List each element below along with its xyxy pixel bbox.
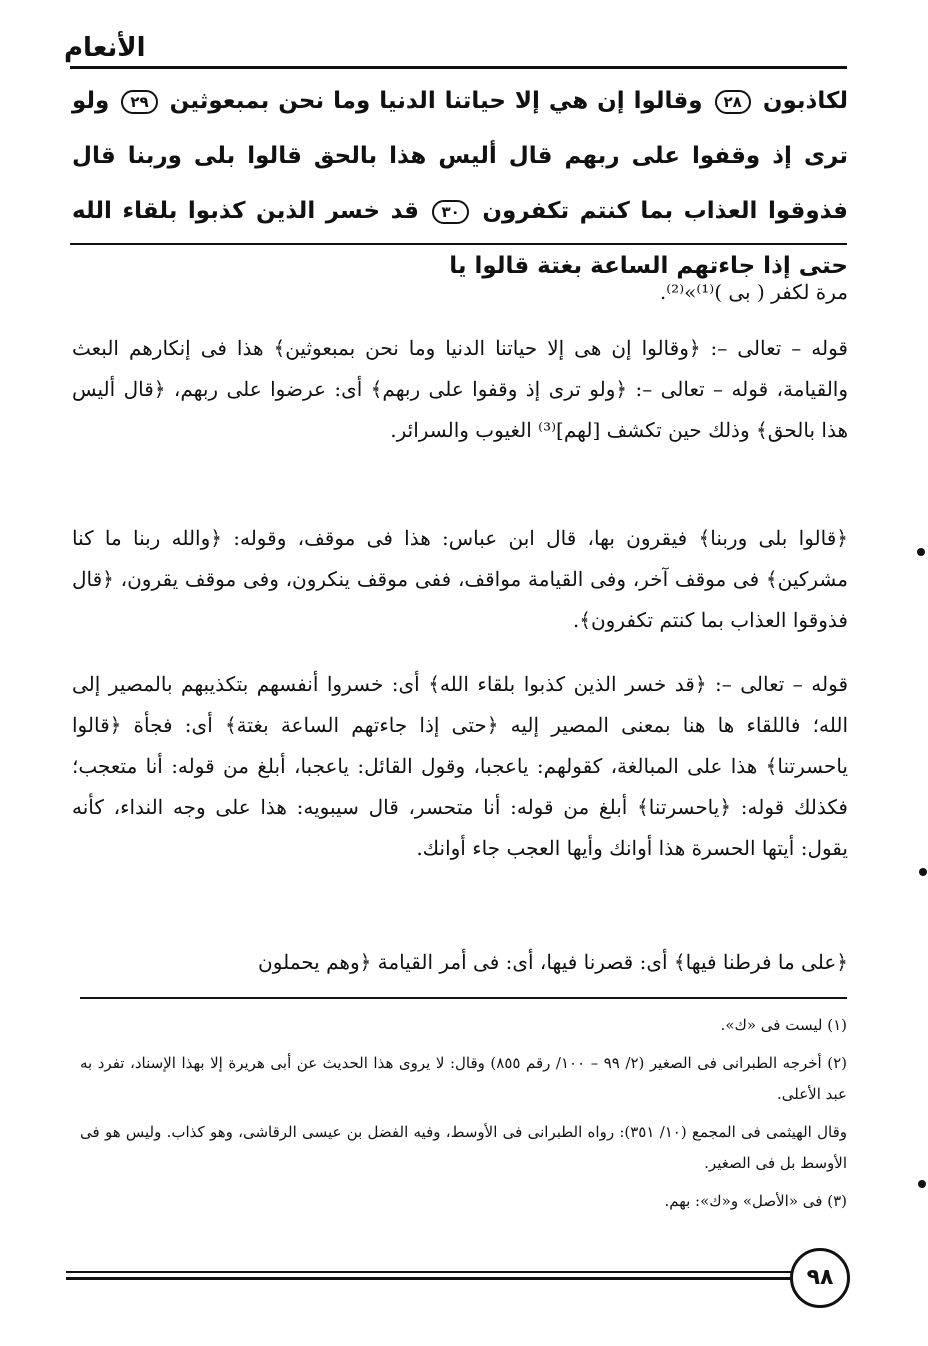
commentary-paragraph: قوله – تعالى –: ﴿قد خسر الذين كذبوا بلقاء الله﴾ أى: خسروا أنفسهم بتكذيبهم بالمصير إلى الله؛ فاللقاء ها هنا بمعنى المصير إليه ﴿حتى إذا جاءتهم الساعة بغتة﴾ أى: فجأة ﴿قالوا ياحسرتنا﴾ هذا على المبالغة، كقولهم: ياعجبا، وقول القائل: ياعجبا، أبلغ من قوله: أنا متعجب؛ فكذلك قوله: ﴿ياحسرتنا﴾ أبلغ من قوله: أنا متحسر، قال سيبويه: هذا على وجه النداء، كأنه يقول: أيتها الحسرة هذا أوانك وأيها العجب جاء أوانك.	[72, 672, 848, 860]
footnote-3: (٣) فى «الأصل» و«ك»: بهم.	[664, 1192, 847, 1210]
quran-rule-bottom	[70, 243, 847, 245]
footnote-2-continued: وقال الهيثمى فى المجمع (١٠/ ٣٥١): رواه الطبرانى فى الأوسط، وفيه الفضل بن عيسى الرقاشى، وهو كذاب. وليس هو فى الأوسط بل فى الصغير.	[80, 1123, 847, 1172]
quran-segment: قد خسر الذين كذبوا بلقاء الله حتى إذا جاءتهم الساعة بغتة قالوا يا	[72, 198, 848, 279]
commentary-paragraph: ﴿على ما فرطنا فيها﴾ أى: قصرنا فيها، أى: فى أمر القيامة ﴿وهم يحملون	[258, 950, 848, 974]
quran-segment: ولو ترى إذ وقفوا على ربهم قال أليس هذا بالحق قالوا بلى وربنا قال فذوقوا العذاب بما كنتم تكفرون	[72, 88, 848, 224]
quran-segment: لكاذبون	[762, 88, 848, 114]
header-rule-top	[70, 66, 847, 69]
commentary-paragraph: قوله – تعالى –: ﴿وقالوا إن هى إلا حياتنا الدنيا وما نحن بمبعوثين﴾ هذا فى إنكارهم البعث والقيامة، قوله – تعالى –: ﴿ولو ترى إذ وقفوا على ربهم﴾ أى: عرضوا على ربهم، ﴿قال أليس هذا بالحق﴾ وذلك حين تكشف [لهم]⁽³⁾ الغيوب والسرائر.	[72, 336, 848, 442]
footnote-separator	[80, 997, 847, 999]
ayah-number-28: ٢٨	[715, 90, 751, 114]
ayah-number-29: ٢٩	[121, 90, 157, 114]
margin-dot	[918, 1180, 926, 1188]
surah-title: الأنعام	[64, 33, 146, 63]
footer-rule-thick	[66, 1277, 846, 1280]
quran-segment: وقالوا إن هي إلا حياتنا الدنيا وما نحن بمبعوثين	[169, 88, 703, 114]
page-number: ٩٨	[790, 1248, 850, 1308]
quran-text-block	[72, 74, 848, 294]
footer-rule-thin	[66, 1271, 846, 1273]
footnote-1: (١) ليست فى «ك».	[720, 1016, 847, 1034]
commentary-paragraph: ﴿قالوا بلى وربنا﴾ فيقرون بها، قال ابن عباس: هذا فى موقف، وقوله: ﴿والله ربنا ما كنا مشركين﴾ فى موقف آخر، وفى القيامة مواقف، ففى موقف ينكرون، وفى موقف يقرون، ﴿قال فذوقوا العذاب بما كنتم تكفرون﴾.	[72, 526, 848, 632]
footnote-2: (٢) أخرجه الطبرانى فى الصغير (٢/ ٩٩ – ١٠٠/ رقم ٨٥٥) وقال: لا يروى هذا الحديث عن أبى هريرة إلا بهذا الإسناد، تفرد به عبد الأعلى.	[80, 1054, 847, 1103]
footnotes	[80, 1010, 847, 1224]
commentary-paragraph: مرة لكفر ( بى )⁽¹⁾»⁽²⁾.	[659, 280, 848, 304]
margin-dot	[917, 548, 925, 556]
margin-dot	[919, 868, 927, 876]
ayah-number-30: ٣٠	[432, 200, 468, 224]
